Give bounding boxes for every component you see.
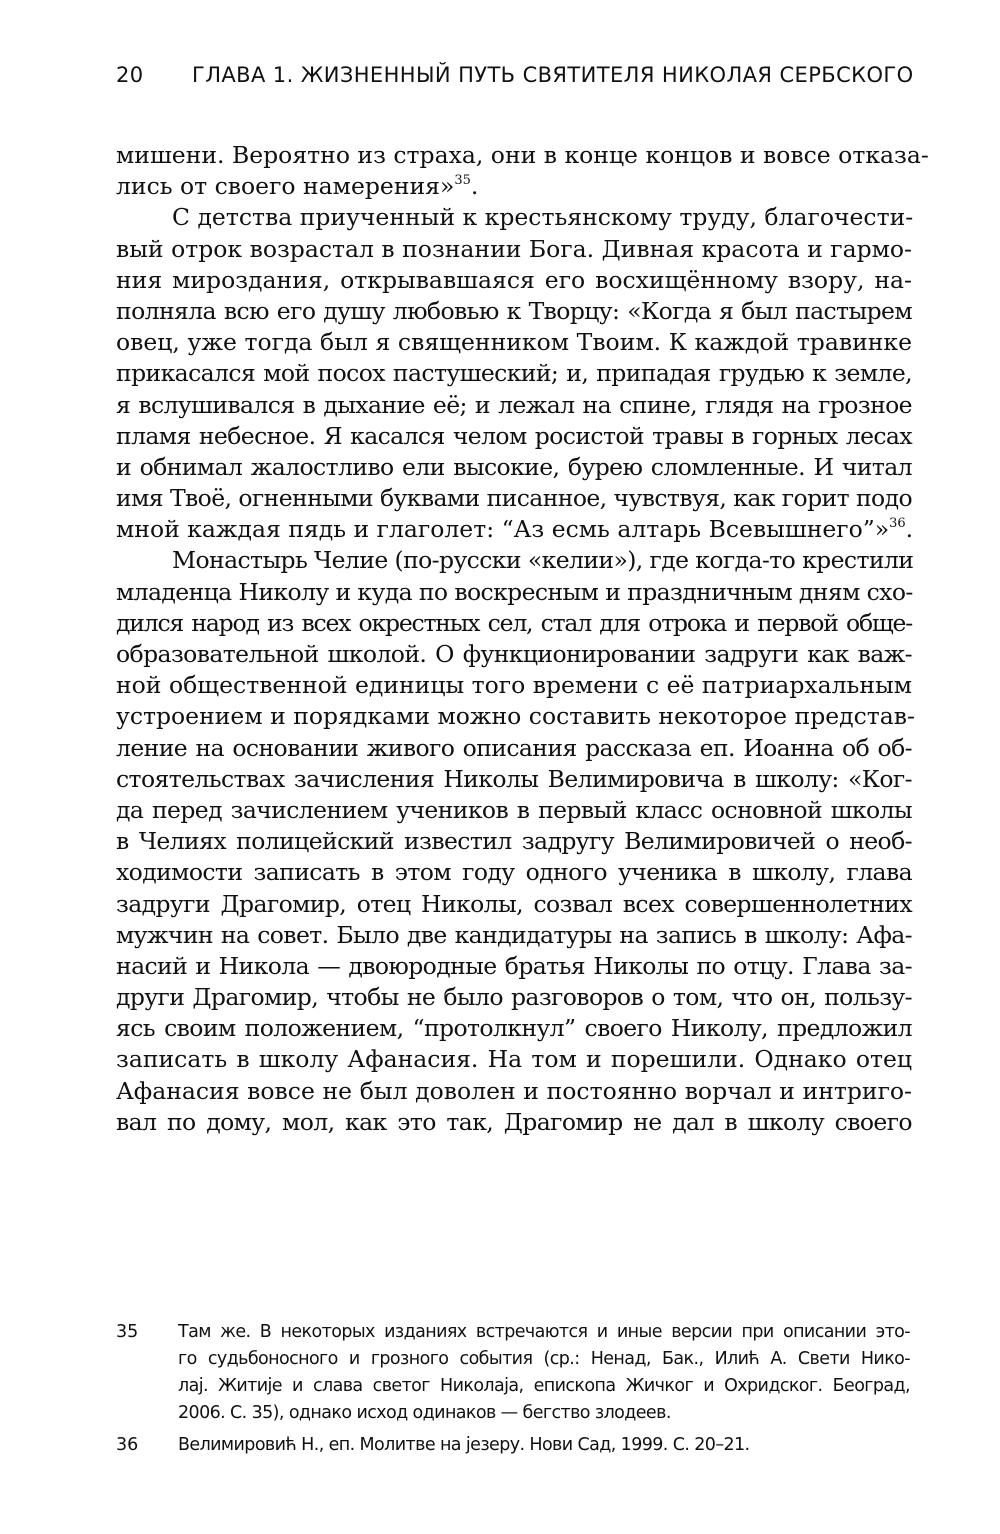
footnote-ref: 36 [889,516,906,532]
footnotes [116,1319,916,1455]
text-line: пламя небесное. Я касался челом росистой травы в горных лесах [116,421,912,450]
text-line: задруги Драгомир, отец Николы, созвал всех совершеннолетних [116,889,912,918]
footnote-line: лај. Житије и слава светог Николаја, епископа Жичког и Охридског. Београд, [178,1376,910,1396]
text-line: имя Твоё, огненными буквами писанное, чувствуя, как горит подо [116,484,912,513]
text-line: мужчин на совет. Было две кандидатуры на запись в школу: Афа- [116,920,912,949]
text-line: Монастырь Челие (по-русски «келии»), где когда-то крестили [172,546,914,575]
footnote [116,1432,910,1459]
text-line: мишени. Вероятно из страха, они в конце концов и вовсе отказа- [116,141,929,169]
text-line: прикасался мой посох пастушеский; и, припадая грудью к земле, [116,359,912,388]
text-line: устроением и порядками можно составить некоторое представ- [116,702,915,731]
text-line: в Челиях полицейский известил задругу Велимировичей о необ- [116,827,912,856]
text-line: полняла всю его душу любовью к Творцу: «Когда я был пастырем [116,296,912,325]
text-line: лись от своего намерения»$^{35}$. [116,172,479,201]
footnote-text [178,1319,910,1427]
text-line: и обнимал жалостливо ели высокие, бурею сломленные. И читал [116,452,912,481]
text-line: стоятельствах зачисления Николы Велимировича в школу: «Ког- [116,764,912,793]
text-line: вый отрок возрастал в познании Бога. Дивная красота и гармо- [116,234,912,263]
page-header [88,55,918,95]
text-line: Афанасия вовсе не был доволен и постоянно ворчал и интриго- [116,1076,912,1105]
text-line: младенца Николу и куда по воскресным и праздничным дням схо- [116,577,913,606]
text-line: мной каждая пядь и глаголет: “Аз есмь алтарь Всевышнего”»$^{36}$. [116,515,914,544]
text-line: ясь своим положением, “протолкнул” своего Николу, предложил [116,1014,912,1043]
footnote-ref: 35 [454,173,471,189]
text-line: ление на основании живого описания рассказа еп. Иоанна об об- [116,733,912,762]
text-line: дился народ из всех окрестных сел, стал для отрока и первой обще- [116,608,912,637]
text-line: ной общественной единицы того времени с её патриархальным [116,671,912,700]
running-title: ГЛАВА 1. ЖИЗНЕННЫЙ ПУТЬ СВЯТИТЕЛЯ НИКОЛАЯ СЕРБСКОГО [192,63,914,87]
text-line: вал по дому, мол, как это так, Драгомир не дал в школу своего [116,1107,912,1136]
text-line: овец, уже тогда был я священником Твоим. К каждой травинке [116,328,912,357]
text-line: записать в школу Афанасия. На том и порешили. Однако отец [116,1045,912,1074]
body-text [116,140,929,1138]
footnote-line: го судьбоносного и грозного события (ср.: Ненад, Бак., Илић А. Свети Нико- [178,1349,910,1369]
footnote-number: 35 [116,1322,139,1342]
text-line: ходимости записать в этом году одного ученика в школу, глава [116,858,912,887]
page-number: 20 [116,63,144,87]
footnote-number: 36 [116,1435,139,1455]
text-line: да перед зачислением учеников в первый класс основной школы [116,795,912,824]
text-line: С детства приученный к крестьянскому труду, благочести- [172,203,914,232]
text-line: образовательной школой. О функционировании задруги как важ- [116,640,912,668]
footnote-line: Велимировић Н., еп. Молитве на језеру. Нови Сад, 1999. С. 20–21. [178,1435,750,1455]
footnote-text [178,1432,910,1459]
text-line: други Драгомир, чтобы не было разговоров о том, что он, пользу- [116,983,912,1012]
footnote-line: Там же. В некоторых изданиях встречаются и иные версии при описании это- [178,1322,910,1342]
text-line: ния мироздания, открывавшаяся его восхищённому взору, на- [116,265,912,294]
text-line: я вслушивался в дыхание её; и лежал на спине, глядя на грозное [116,390,912,419]
footnote-line: 2006. С. 35), однако исход одинаков — бегство злодеев. [178,1403,671,1423]
footnote [116,1319,916,1427]
text-line: насий и Никола — двоюродные братья Николы по отцу. Глава за- [116,951,912,980]
